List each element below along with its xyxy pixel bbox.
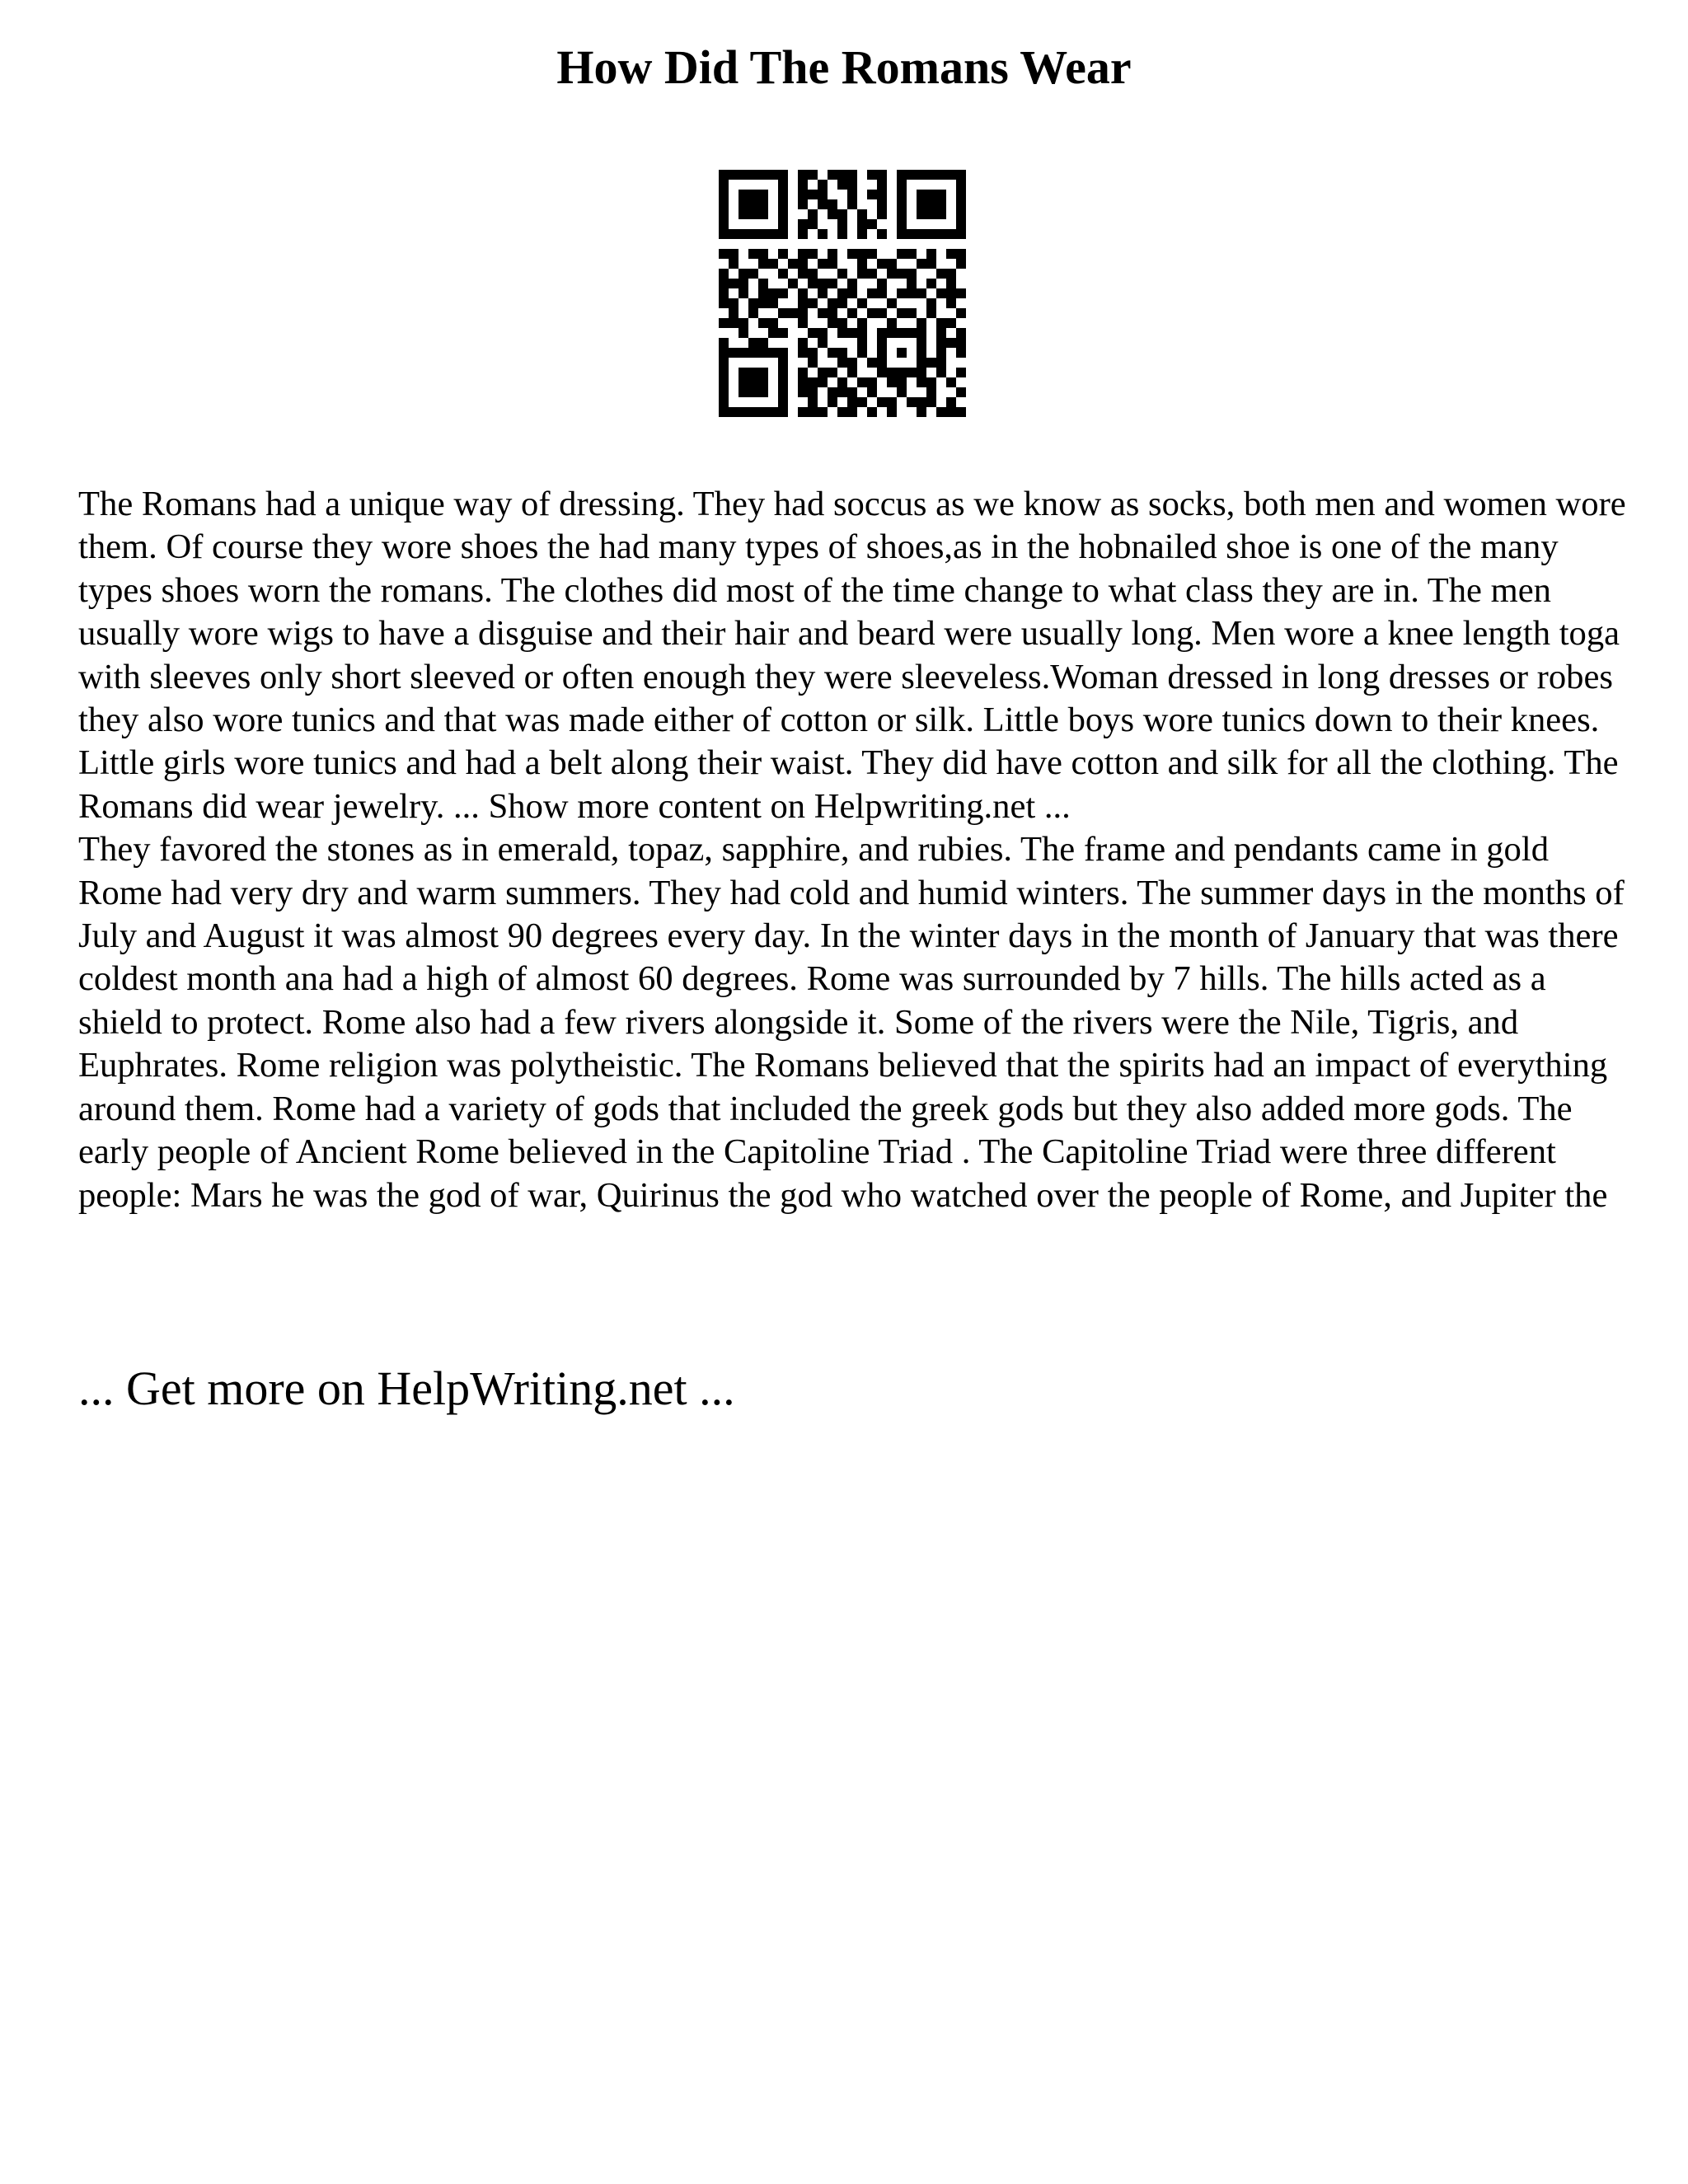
page-title: How Did The Romans Wear (556, 40, 1132, 94)
get-more-link[interactable]: ... Get more on HelpWriting.net ... (78, 1361, 735, 1415)
qr-code-icon (719, 170, 966, 417)
paragraph: The Romans had a unique way of dressing. They had soccus as we know as socks, both men and women wore them. Of course they wore shoes the had many types of shoes,as in the hobnailed shoe is one of the many types shoes worn the romans. The clothes did most of the time change to what class they are in. The men usually wore wigs to have a disguise and their hair and beard were usually long. Men wore a knee length toga with sleeves only short sleeved or often enough they were sleeveless.Woman dressed in long dresses or robes they also wore tunics and that was made either of cotton or silk. Little boys wore tunics down to their knees. Little girls wore tunics and had a belt along their waist. They did have cotton and silk for all the clothing. The Romans did wear jewelry. ... Show more content on Helpwriting.net ... (78, 485, 1626, 826)
article-body (78, 483, 1628, 1217)
paragraph: They favored the stones as in emerald, topaz, sapphire, and rubies. The frame and pendants came in gold Rome had very dry and warm summers. They had cold and humid winters. The summer days in the months of July and August it was almost 90 degrees every day. In the winter days in the month of January that was there coldest month ana had a high of almost 60 degrees. Rome was surrounded by 7 hills. The hills acted as a shield to protect. Rome also had a few rivers alongside it. Some of the rivers were the Nile, Tigris, and Euphrates. Rome religion was polytheistic. The Romans believed that the spirits had an impact of everything around them. Rome had a variety of gods that included the greek gods but they also added more gods. The early people of Ancient Rome believed in the Capitoline Triad . The Capitoline Triad were three different people: Mars he was the god of war, Quirinus the god who watched over the people of Rome, and Jupiter the (78, 830, 1625, 1215)
qr-code-graphic (719, 170, 966, 417)
